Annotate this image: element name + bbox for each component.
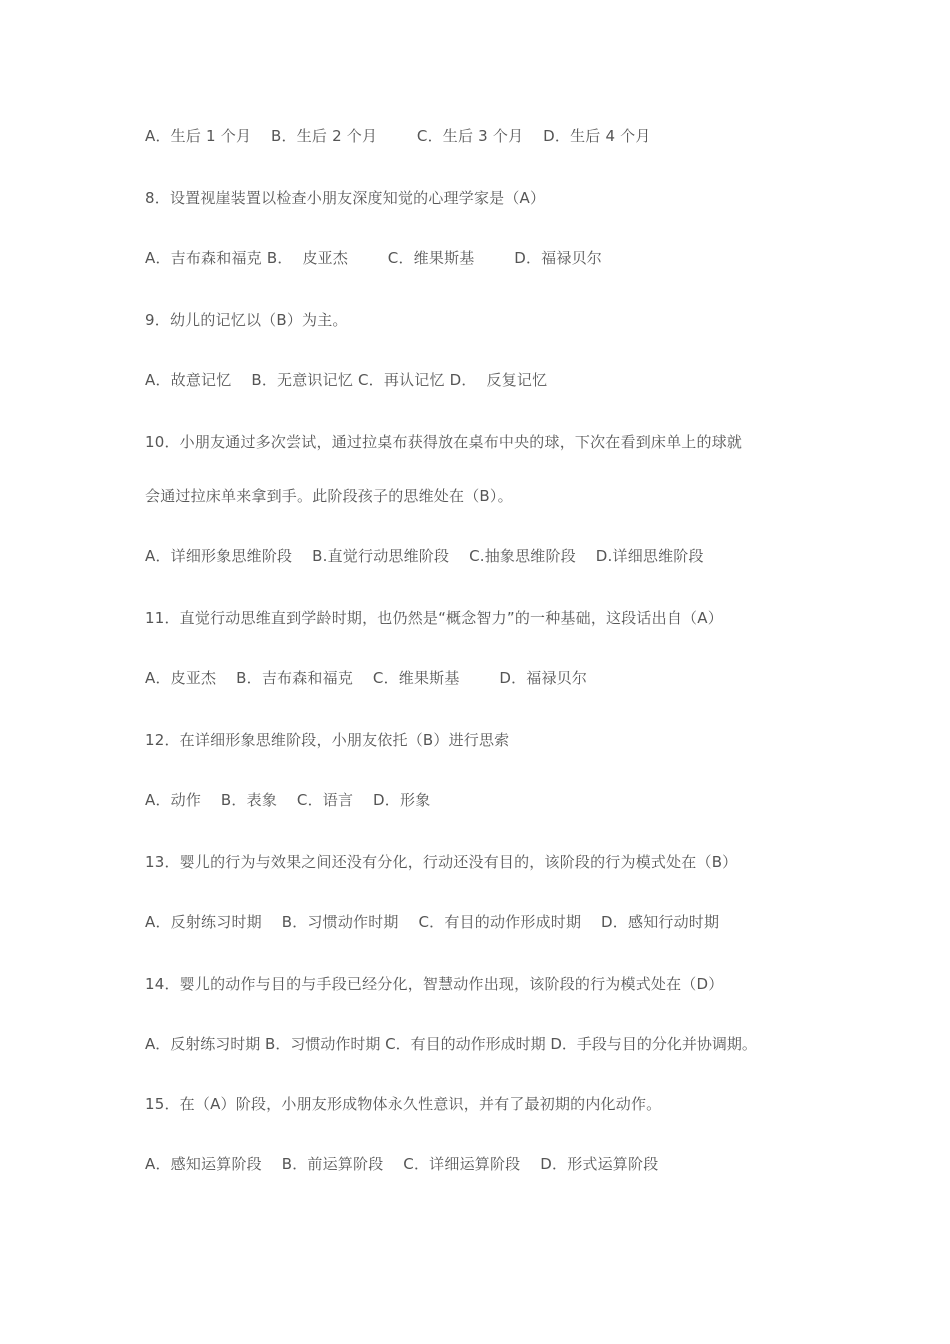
question-10-line-1: 10．小朋友通过多次尝试，通过拉桌布获得放在桌布中央的球，下次在看到床单上的球就 [145, 433, 743, 451]
options-line-q7: A．生后 1 个月 B．生后 2 个月 C．生后 3 个月 D．生后 4 个月 [145, 127, 651, 145]
options-line-q11: A．皮亚杰 B．吉布森和福克 C．维果斯基 D．福禄贝尔 [145, 669, 588, 687]
question-12: 12．在详细形象思维阶段，小朋友依托（B）进行思索 [145, 731, 510, 749]
question-14: 14．婴儿的动作与目的与手段已经分化，智慧动作出现，该阶段的行为模式处在（D） [145, 975, 724, 993]
question-10-line-2: 会通过拉床单来拿到手。此阶段孩子的思维处在（B）。 [145, 487, 513, 505]
options-line-q14: A．反射练习时期 B．习惯动作时期 C．有目的动作形成时期 D．手段与目的分化并协调期。 [145, 1035, 757, 1053]
question-8: 8．设置视崖装置以检查小朋友深度知觉的心理学家是（A） [145, 189, 546, 207]
options-line-q9: A．故意记忆 B．无意识记忆 C．再认记忆 D． 反复记忆 [145, 371, 548, 389]
question-11: 11．直觉行动思维直到学龄时期，也仍然是“概念智力”的一种基础，这段话出自（A） [145, 609, 723, 627]
options-line-q13: A．反射练习时期 B．习惯动作时期 C．有目的动作形成时期 D．感知行动时期 [145, 913, 720, 931]
options-line-q15: A．感知运算阶段 B．前运算阶段 C．详细运算阶段 D．形式运算阶段 [145, 1155, 659, 1173]
options-line-q10: A．详细形象思维阶段 B.直觉行动思维阶段 C.抽象思维阶段 D.详细思维阶段 [145, 547, 704, 565]
question-15: 15．在（A）阶段，小朋友形成物体永久性意识，并有了最初期的内化动作。 [145, 1095, 662, 1113]
question-9: 9．幼儿的记忆以（B）为主。 [145, 311, 348, 329]
options-line-q8: A．吉布森和福克 B． 皮亚杰 C．维果斯基 D．福禄贝尔 [145, 249, 602, 267]
options-line-q12: A．动作 B．表象 C．语言 D．形象 [145, 791, 431, 809]
question-13: 13．婴儿的行为与效果之间还没有分化，行动还没有目的，该阶段的行为模式处在（B） [145, 853, 738, 871]
